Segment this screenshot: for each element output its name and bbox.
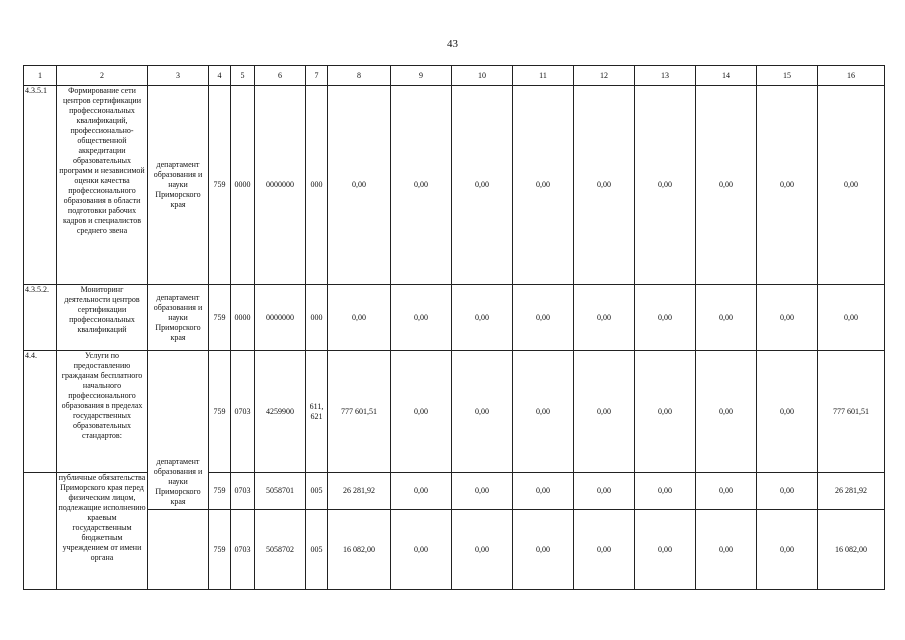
cell-value: 0,00 (513, 86, 574, 285)
cell-value: 0,00 (391, 86, 452, 285)
cell-value: 0,00 (328, 285, 391, 351)
cell-c7: 000 (306, 285, 328, 351)
column-header: 10 (452, 66, 513, 86)
cell-value: 0,00 (391, 351, 452, 473)
table-row (24, 510, 885, 590)
cell-c4: 759 (209, 86, 231, 285)
cell-value: 0,00 (513, 351, 574, 473)
cell-value: 0,00 (635, 351, 696, 473)
column-header: 5 (231, 66, 255, 86)
cell-value: 0,00 (513, 510, 574, 590)
row-name: публичные обязательства Приморского края перед физическим лицом, подлежащие исполнению краевым государственным бюджетным учреждением от имени органа (57, 473, 148, 590)
cell-value: 0,00 (635, 510, 696, 590)
cell-value: 0,00 (452, 351, 513, 473)
row-code: 4.3.5.2. (24, 285, 57, 351)
column-header: 6 (255, 66, 306, 86)
cell-c5: 0000 (231, 86, 255, 285)
cell-value: 0,00 (574, 86, 635, 285)
cell-value: 0,00 (328, 86, 391, 285)
table-row (24, 351, 885, 473)
cell-value: 0,00 (635, 473, 696, 510)
page-number: 43 (447, 38, 458, 50)
cell-value: 0,00 (757, 285, 818, 351)
budget-table (23, 65, 885, 590)
cell-c6: 0000000 (255, 285, 306, 351)
row-name: Мониторинг деятельности центров сертификации профессиональных квалификаций (57, 285, 148, 351)
cell-c4: 759 (209, 351, 231, 473)
header-row (24, 66, 885, 86)
cell-value: 0,00 (757, 351, 818, 473)
cell-c6: 4259900 (255, 351, 306, 473)
cell-value: 26 281,92 (328, 473, 391, 510)
column-header: 3 (148, 66, 209, 86)
column-header: 9 (391, 66, 452, 86)
cell-c4: 759 (209, 285, 231, 351)
cell-c6: 5058701 (255, 473, 306, 510)
cell-value: 777 601,51 (328, 351, 391, 473)
row-code (24, 473, 57, 590)
cell-value: 0,00 (574, 510, 635, 590)
cell-value: 0,00 (574, 351, 635, 473)
column-header: 11 (513, 66, 574, 86)
cell-c5: 0703 (231, 473, 255, 510)
cell-c4: 759 (209, 510, 231, 590)
cell-c6: 0000000 (255, 86, 306, 285)
cell-value: 0,00 (635, 86, 696, 285)
table-row (24, 285, 885, 351)
cell-value: 0,00 (513, 473, 574, 510)
table-row (24, 86, 885, 285)
row-department: департамент образования и науки Приморского края (148, 86, 209, 285)
row-department-empty (148, 510, 209, 590)
cell-c7: 000 (306, 86, 328, 285)
row-name: Формирование сети центров сертификации профессиональных квалификаций, профессионально-общественной аккредитации образовательных программ и независимой оценки качества профессионального образования в области подготовки рабочих кадров и специалистов среднего звена (57, 86, 148, 285)
cell-value: 0,00 (696, 351, 757, 473)
cell-c7: 611, 621 (306, 351, 328, 473)
column-header: 4 (209, 66, 231, 86)
cell-value: 0,00 (574, 473, 635, 510)
column-header: 16 (818, 66, 885, 86)
cell-value: 0,00 (391, 510, 452, 590)
cell-value: 26 281,92 (818, 473, 885, 510)
cell-value: 0,00 (696, 473, 757, 510)
cell-value: 0,00 (452, 86, 513, 285)
column-header: 8 (328, 66, 391, 86)
cell-value: 0,00 (574, 285, 635, 351)
cell-c5: 0703 (231, 351, 255, 473)
cell-value: 0,00 (391, 285, 452, 351)
column-header: 1 (24, 66, 57, 86)
cell-value: 16 082,00 (818, 510, 885, 590)
cell-value: 0,00 (452, 510, 513, 590)
column-header: 15 (757, 66, 818, 86)
cell-c7: 005 (306, 510, 328, 590)
cell-value: 0,00 (635, 285, 696, 351)
cell-value: 0,00 (696, 285, 757, 351)
row-department: департамент образования и науки Приморского края (148, 351, 209, 510)
cell-value: 0,00 (757, 473, 818, 510)
cell-value: 0,00 (452, 473, 513, 510)
row-department: департамент образования и науки Приморского края (148, 285, 209, 351)
row-name: Услуги по предоставлению гражданам бесплатного начального профессионального образования в пределах государственных образовательных стандартов: (57, 351, 148, 473)
cell-value: 0,00 (757, 510, 818, 590)
cell-c5: 0000 (231, 285, 255, 351)
column-header: 12 (574, 66, 635, 86)
cell-value: 0,00 (391, 473, 452, 510)
column-header: 2 (57, 66, 148, 86)
cell-value: 0,00 (452, 285, 513, 351)
cell-value: 777 601,51 (818, 351, 885, 473)
row-code: 4.3.5.1 (24, 86, 57, 285)
cell-value: 0,00 (696, 510, 757, 590)
cell-value: 0,00 (818, 86, 885, 285)
cell-value: 0,00 (513, 285, 574, 351)
cell-c7: 005 (306, 473, 328, 510)
column-header: 13 (635, 66, 696, 86)
cell-value: 0,00 (696, 86, 757, 285)
cell-value: 0,00 (757, 86, 818, 285)
row-code: 4.4. (24, 351, 57, 473)
column-header: 7 (306, 66, 328, 86)
cell-c5: 0703 (231, 510, 255, 590)
cell-value: 16 082,00 (328, 510, 391, 590)
cell-c4: 759 (209, 473, 231, 510)
cell-c6: 5058702 (255, 510, 306, 590)
column-header: 14 (696, 66, 757, 86)
cell-value: 0,00 (818, 285, 885, 351)
